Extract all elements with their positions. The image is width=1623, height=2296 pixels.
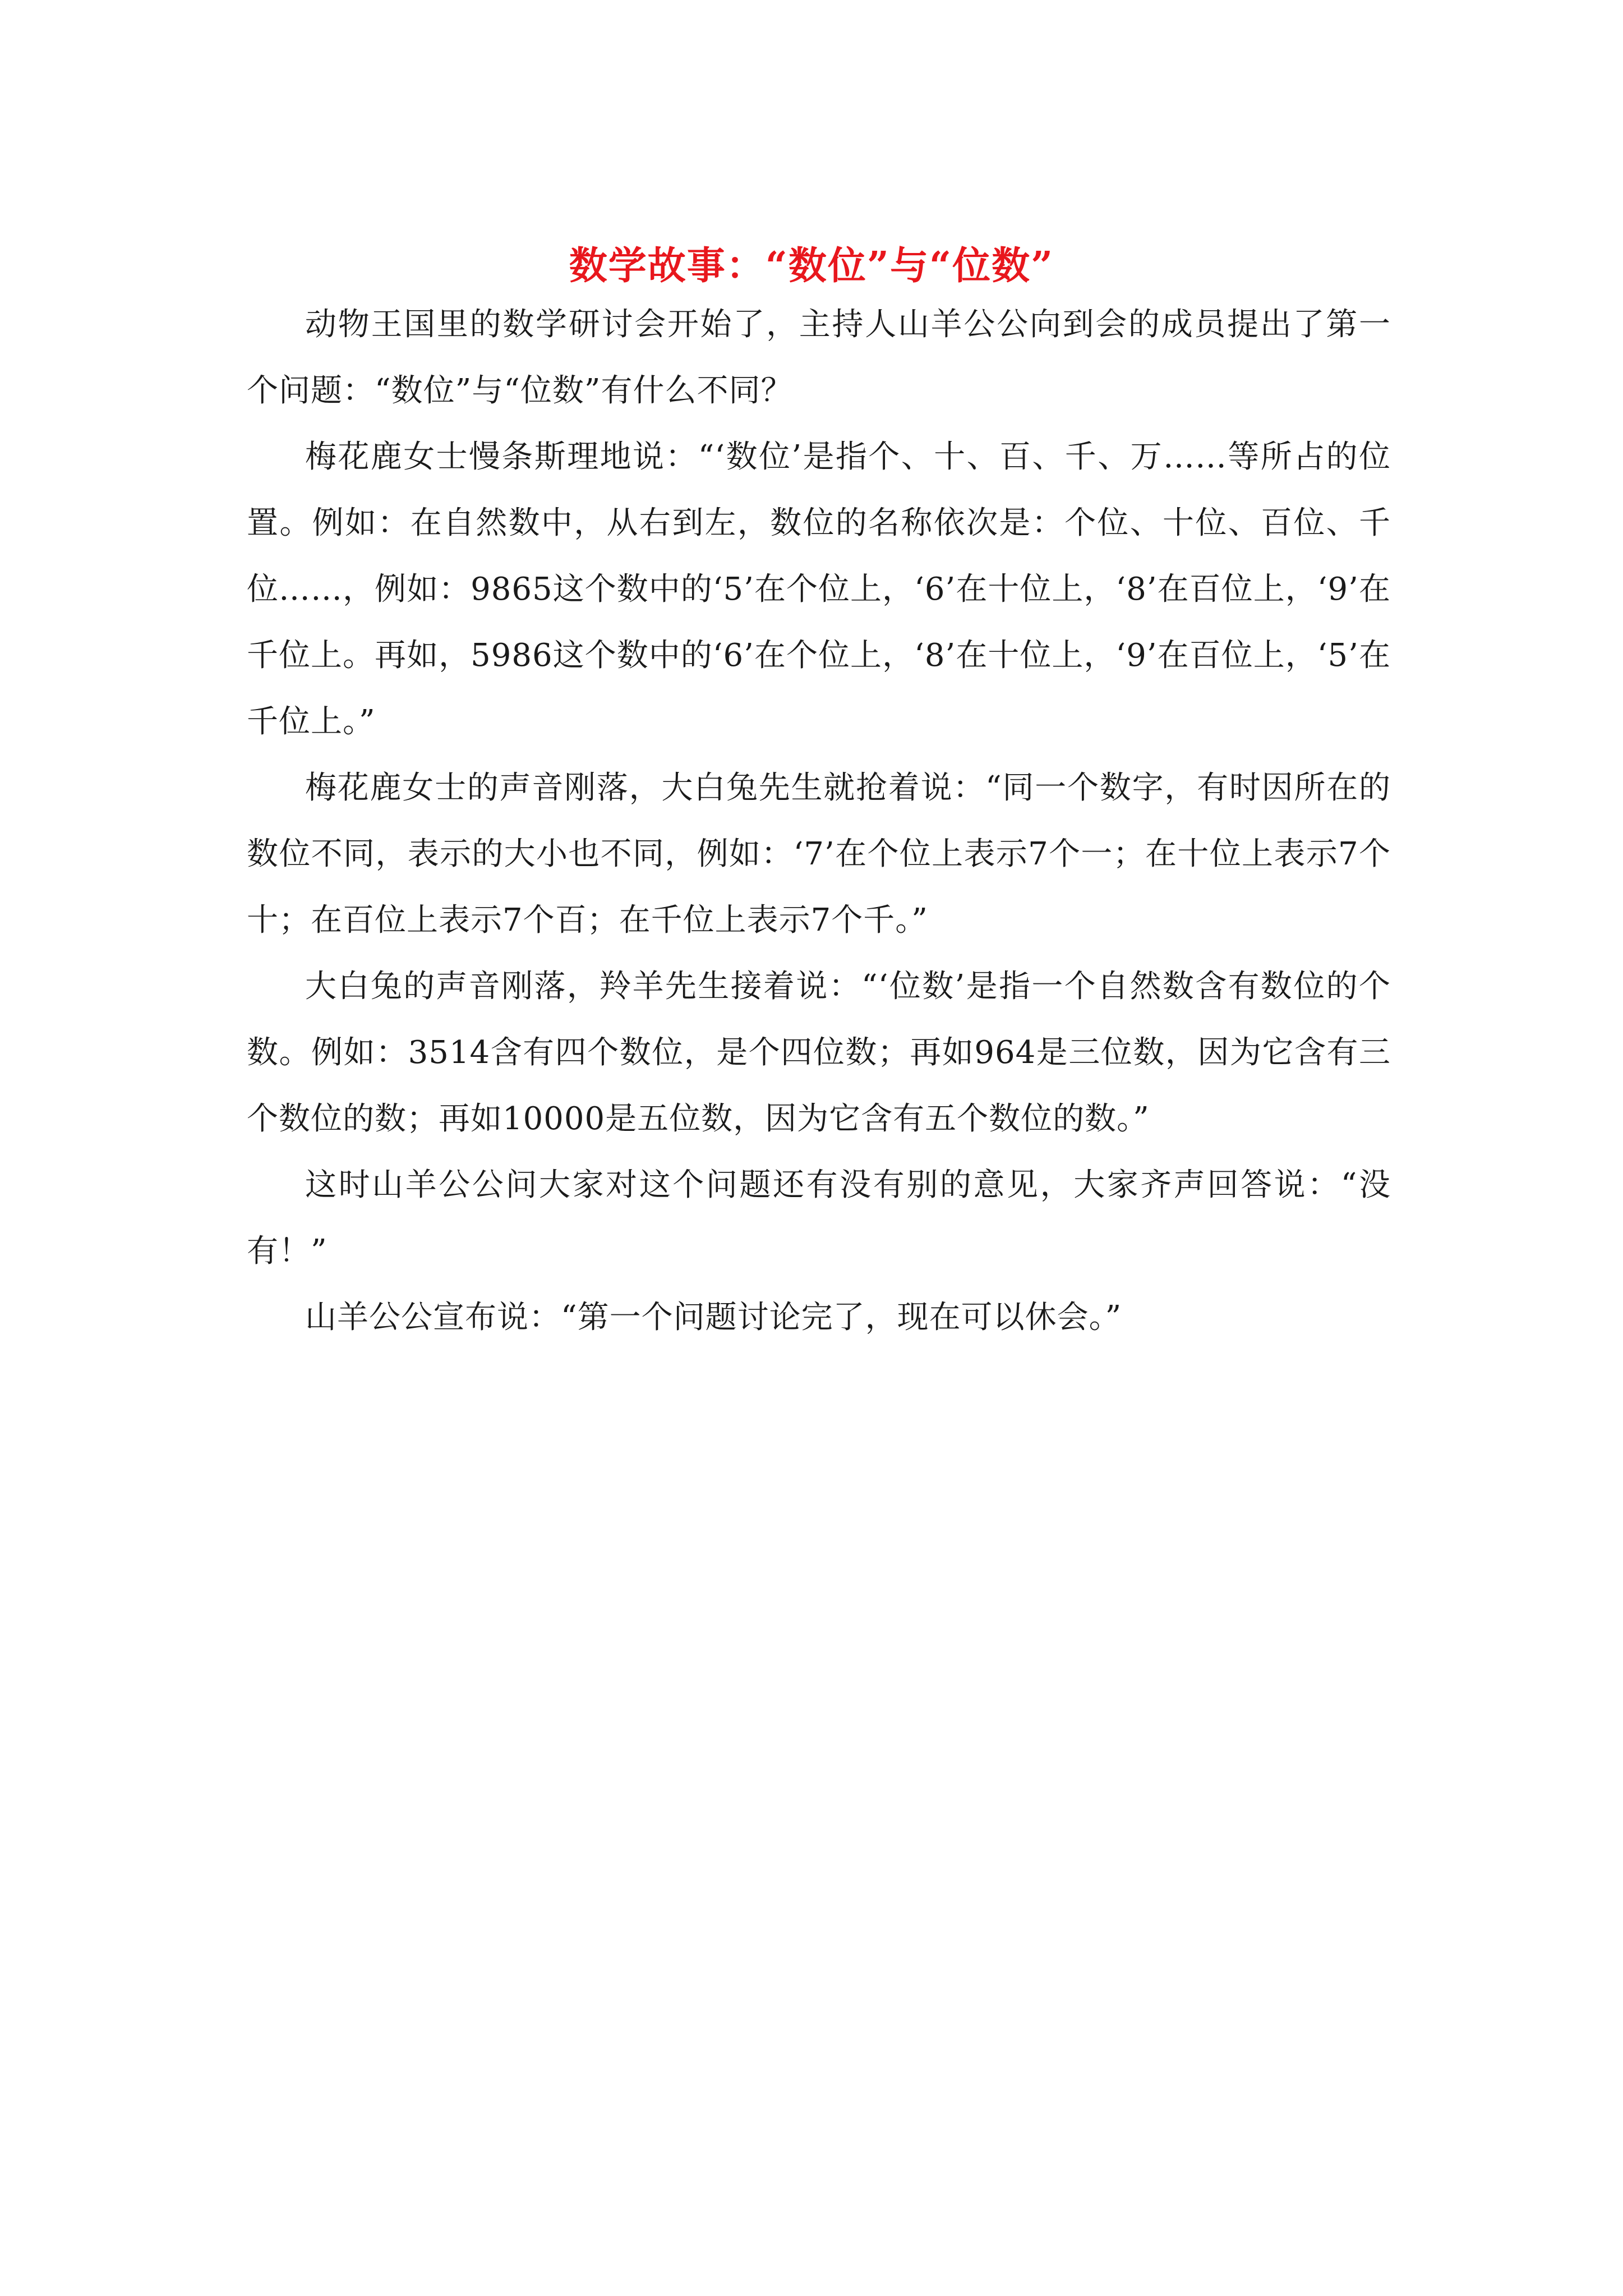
paragraph-3: 梅花鹿女士的声音刚落，大白兔先生就抢着说：“同一个数字，有时因所在的数位不同，表示的大小也不同，例如：‘7’在个位上表示7个一；在十位上表示7个十；在百位上表示7个百；在千位上表示7个千。”: [247, 770, 1391, 938]
document-body: [247, 292, 1391, 1351]
document-title: 数学故事：“数位”与“位数”: [569, 243, 1054, 288]
paragraph-6: 山羊公公宣布说：“第一个问题讨论完了，现在可以休会。”: [305, 1299, 1122, 1336]
paragraph-4: 大白兔的声音刚落，羚羊先生接着说：“‘位数’是指一个自然数含有数位的个数。例如：3514含有四个数位，是个四位数；再如964是三位数，因为它含有三个数位的数；再如10000是五位数，因为它含有五个数位的数。”: [247, 968, 1391, 1137]
paragraph-2: 梅花鹿女士慢条斯理地说：“‘数位’是指个、十、百、千、万……等所占的位置。例如：在自然数中，从右到左，数位的名称依次是：个位、十位、百位、千位……，例如：9865这个数中的‘5’在个位上，‘6’在十位上，‘8’在百位上，‘9’在千位上。再如，5986这个数中的‘6’在个位上，‘8’在十位上，‘9’在百位上，‘5’在千位上。”: [247, 439, 1391, 740]
paragraph-1: 动物王国里的数学研讨会开始了，主持人山羊公公向到会的成员提出了第一个问题：“数位”与“位数”有什么不同？: [247, 306, 1391, 409]
paragraph-5: 这时山羊公公问大家对这个问题还有没有别的意见，大家齐声回答说：“没有！”: [247, 1167, 1391, 1269]
